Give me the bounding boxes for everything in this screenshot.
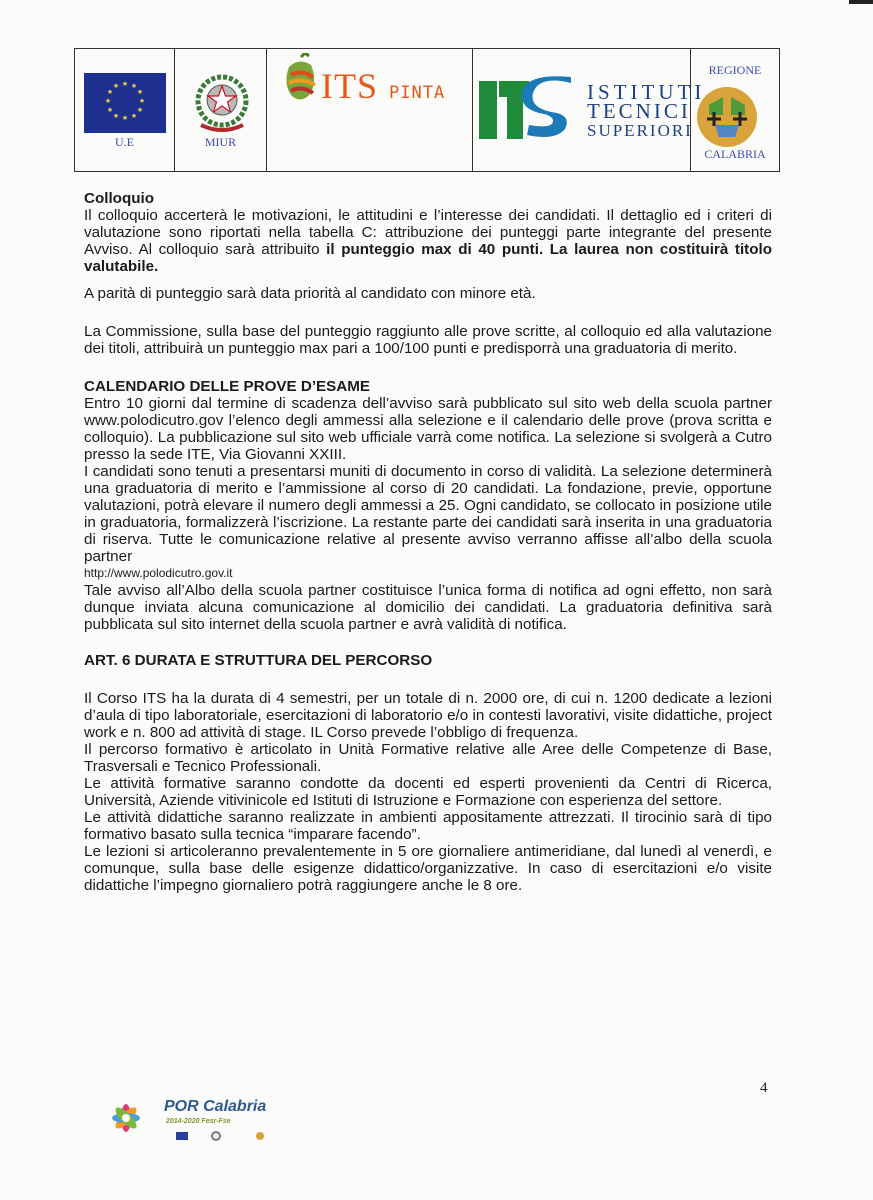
svg-text:★: ★	[112, 112, 120, 120]
svg-text:★: ★	[136, 106, 144, 114]
art6-paragraph-1: Il Corso ITS ha la durata di 4 semestri, per un totale di n. 2000 ore, di cui n. 1200 dedicate a lezioni d’aula di tipo laboratoriale, esercitazioni di laboratorio e/o in contesti lavorativi, visite didattiche, project work e n. 800 ad attività di stage. IL Corso prevede l’obbligo di frequenza.	[84, 690, 772, 741]
pinta-name-text: PINTA	[389, 83, 446, 103]
its-pinta-logo-cell	[267, 49, 473, 171]
calabria-coat-of-arms-icon	[695, 85, 759, 149]
eu-flag-icon	[84, 73, 166, 133]
svg-text:★: ★	[130, 112, 138, 120]
svg-text:★: ★	[106, 88, 114, 96]
art6-paragraph-5: Le lezioni si articoleranno prevalentemente in 5 ore giornaliere antimeridiane, dal lunedì al venerdì, e comunque, sulla base delle esigenze didattico/organizzative. In caso di esercitazioni e/o visite didattiche l’impegno giornaliero potrà raggiungere anche le 8 ore.	[84, 843, 772, 894]
eu-caption: U.E	[115, 135, 134, 149]
its-istituti-logo-cell	[473, 49, 706, 171]
svg-text:★: ★	[138, 97, 146, 105]
por-partner-icons	[176, 1130, 276, 1144]
region-caption-top: REGIONE	[708, 63, 762, 77]
region-caption-bottom: CALABRIA	[704, 147, 766, 161]
pinta-its-text: ITS	[321, 66, 378, 106]
art6-paragraph-3: Le attività formative saranno condotte da docenti ed esperti provenienti da Centri di Ricerca, Università, Aziende vitivinicole ed Istituti di Istruzione e Formazione con esperienza del settore.	[84, 775, 772, 809]
its-logo-icon	[479, 75, 573, 141]
its-line-2: TECNICI	[587, 99, 691, 123]
page-number: 4	[760, 1080, 768, 1096]
its-line-3: SUPERIORI	[587, 121, 693, 140]
art6-heading: ART. 6 DURATA E STRUTTURA DEL PERCORSO	[84, 652, 433, 669]
colloquio-heading: Colloquio	[84, 190, 155, 207]
calendario-paragraph-2: I candidati sono tenuti a presentarsi muniti di documento in corso di validità. La selezione determinerà una graduatoria di merito e l’ammissione al corso di 20 candidati. La fondazione, previe, opportune valutazioni, potrà elevare il numero degli ammessi a 25. Ogni candidato, se collocato in posizione utile in graduatoria, formalizzerà l’iscrizione. La restante parte dei candidati sarà inserita in una graduatoria di riserva. Tutte le comunicazione relative al presente avviso verranno affisse all’albo della scuola partner	[84, 463, 772, 565]
art6-paragraph-4: Le attività didattiche saranno realizzate in ambienti appositamente attrezzati. Il tirocinio sarà di tipo formativo basato sulla tecnica “imparare facendo”.	[84, 809, 772, 843]
svg-text:★: ★	[104, 97, 112, 105]
document-body	[84, 190, 772, 894]
header-logo-table	[74, 48, 780, 172]
partner-school-url: http://www.polodicutro.gov.it	[84, 566, 233, 580]
miur-caption: MIUR	[204, 135, 237, 149]
por-calabria-subtitle: 2014-2020 Fesr-Fse	[166, 1118, 231, 1125]
svg-text:★: ★	[136, 88, 144, 96]
scan-corner-mark	[849, 0, 873, 4]
svg-text:★: ★	[130, 82, 138, 90]
regione-calabria-logo-cell	[691, 49, 779, 171]
colloquio-text: Il colloquio accerterà le motivazioni, le attitudini e l’interesse dei candidati. Il dettaglio ed i criteri di valutazione sono riportati nella tabella C: attribuzione dei punteggi parte integrante del presente Avviso. Al colloquio sarà attribuito	[84, 207, 772, 258]
its-istituti-text	[587, 80, 706, 140]
calendario-paragraph-3: Tale avviso all’Albo della scuola partner costituisce l’unica forma di notifica ad ogni effetto, non sarà dunque inviata alcuna comunicazione al domicilio dei candidati. La graduatoria definitiva sarà pubblicata sul sito internet della scuola partner e avrà validità di notifica.	[84, 582, 772, 633]
miur-logo-cell	[175, 49, 267, 171]
svg-text:★: ★	[106, 106, 114, 114]
its-line-1: ISTITUTI	[587, 80, 706, 104]
por-flower-icon	[98, 1094, 158, 1144]
svg-text:★: ★	[121, 80, 129, 88]
priority-paragraph: A parità di punteggio sarà data priorità al candidato con minore età.	[84, 285, 536, 302]
calendario-paragraph-1: Entro 10 giorni dal termine di scadenza dell’avviso sarà pubblicato sul sito web della scuola partner www.polodicutro.gov l’elenco degli ammessi alla selezione e il calendario delle prove (prova scritta e colloquio). La pubblicazione sul sito web ufficiale varrà come notifica. La selezione si svolgerà a Cutro presso la sede ITE, Via Giovanni XXIII.	[84, 395, 772, 463]
art6-paragraph-2: Il percorso formativo è articolato in Unità Formative relative alle Aree delle Competenze di Base, Trasversali e Tecnico Professionali.	[84, 741, 772, 775]
commission-paragraph: La Commissione, sulla base del punteggio raggiunto alle prove scritte, al colloquio ed alla valutazione dei titoli, attribuirà un punteggio max pari a 100/100 punti e predisporrà una graduatoria di merito.	[84, 323, 772, 357]
colloquio-bold-text: il punteggio max di 40 punti. La laurea non costituirà titolo valutabile.	[84, 241, 772, 275]
eu-logo-cell	[75, 49, 175, 171]
por-calabria-title: POR Calabria	[164, 1098, 267, 1115]
italian-emblem-icon	[195, 73, 249, 135]
grape-pear-icon	[281, 53, 321, 109]
svg-text:★: ★	[121, 114, 129, 122]
colloquio-paragraph	[84, 207, 772, 275]
calendario-heading: CALENDARIO DELLE PROVE D’ESAME	[84, 378, 371, 395]
its-pinta-logo	[281, 53, 461, 113]
svg-text:★: ★	[112, 82, 120, 90]
